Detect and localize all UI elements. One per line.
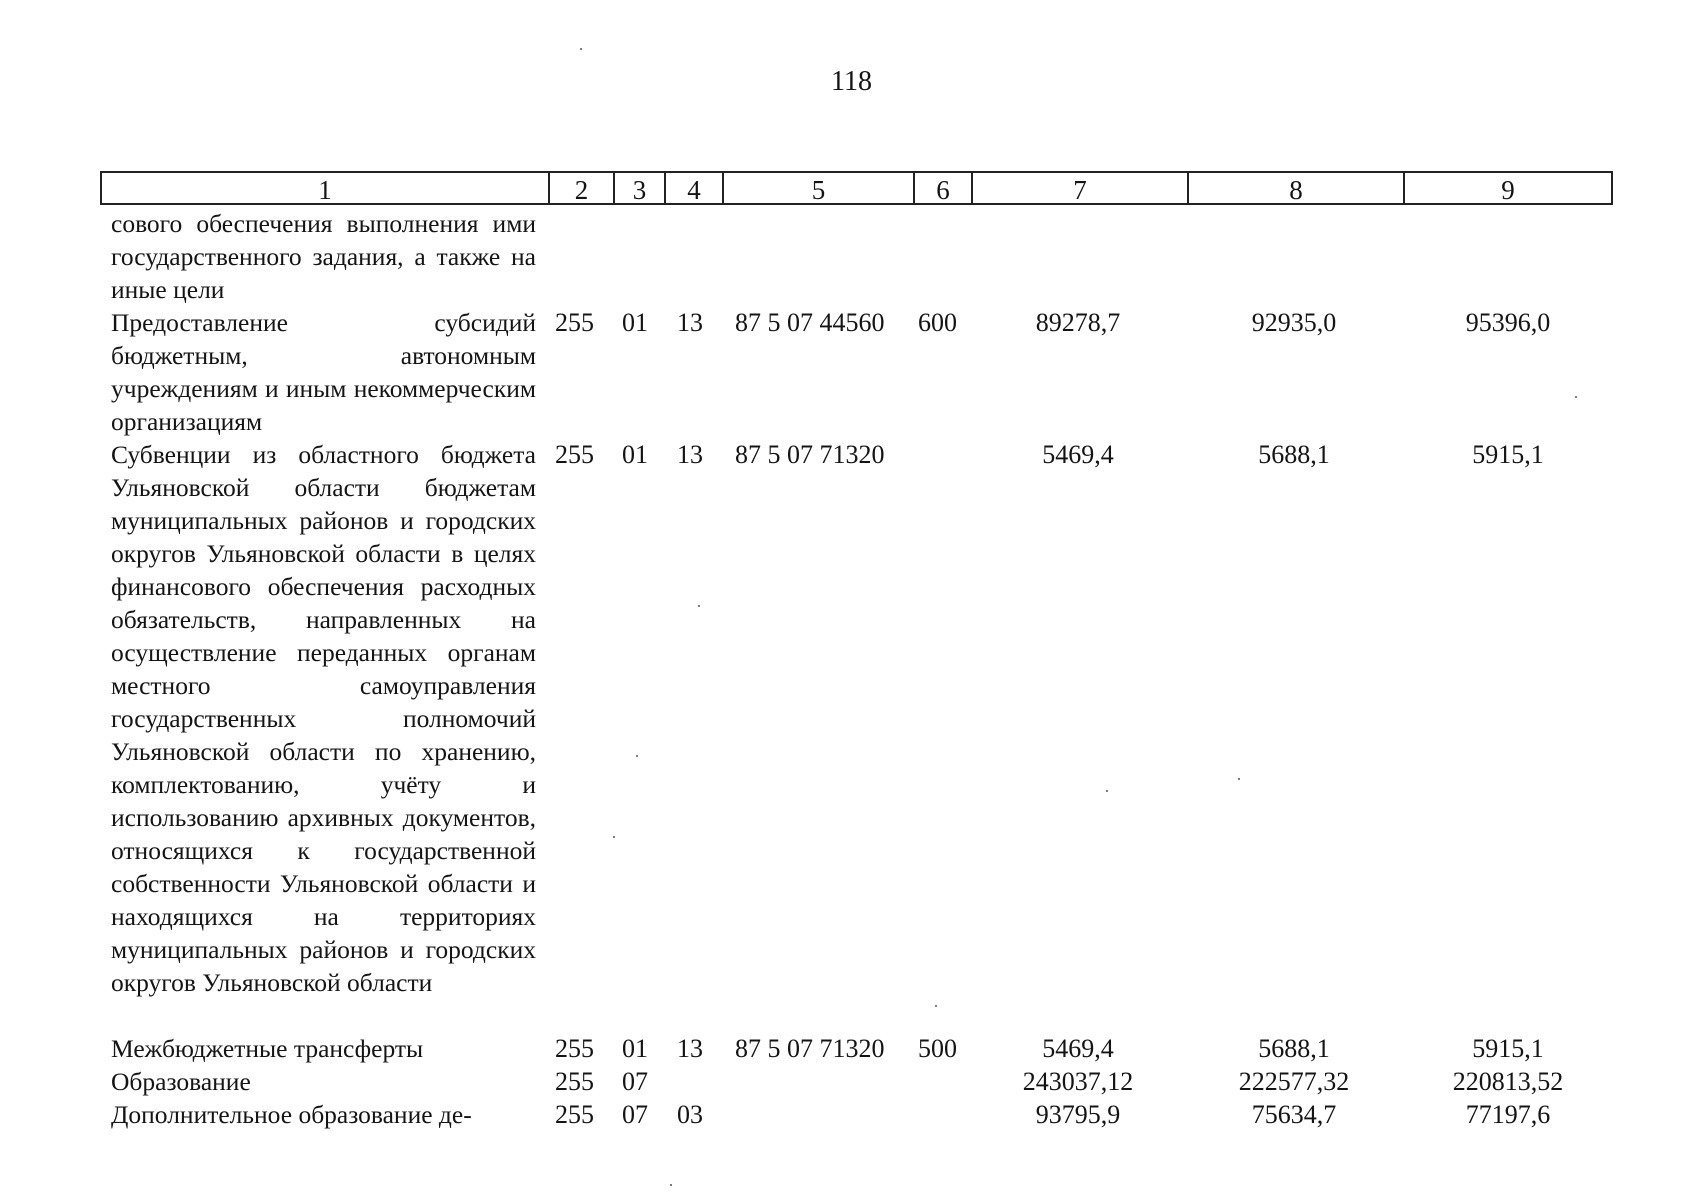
scan-speck	[580, 48, 582, 50]
cell-col-2: 255	[555, 1034, 594, 1063]
column-header-2: 2	[548, 173, 613, 203]
cell-col-2: 255	[555, 1100, 594, 1129]
cell-col-4: 13	[677, 440, 703, 469]
row-description: Дополнительное образование де-	[111, 1100, 472, 1129]
cell-col-3: 07	[622, 1100, 648, 1129]
row-description: сового обеспечения выполнения ими государственного задания, а также на иные цели	[111, 209, 536, 304]
cell-col-7: 5469,4	[1042, 440, 1114, 469]
scan-speck	[670, 1184, 672, 1186]
cell-col-3: 01	[622, 440, 648, 469]
cell-col-9: 220813,52	[1452, 1067, 1564, 1096]
column-header-6: 6	[913, 173, 971, 203]
cell-col-7: 5469,4	[1042, 1034, 1114, 1063]
cell-col-5: 87 5 07 71320	[735, 1034, 885, 1063]
row-description: Межбюджетные трансферты	[111, 1034, 424, 1063]
cell-col-4: 13	[677, 1034, 703, 1063]
cell-col-5: 87 5 07 71320	[735, 440, 885, 469]
scan-speck	[613, 836, 615, 838]
row-description: Образование	[111, 1067, 251, 1096]
column-header-5: 5	[722, 173, 913, 203]
cell-col-4: 03	[677, 1100, 703, 1129]
cell-col-9: 5915,1	[1472, 1034, 1544, 1063]
cell-col-2: 255	[555, 308, 594, 337]
table-header-row	[100, 171, 1613, 205]
scan-speck	[1575, 396, 1577, 398]
cell-col-7: 89278,7	[1035, 308, 1121, 337]
column-header-9: 9	[1403, 173, 1611, 203]
cell-col-9: 77197,6	[1465, 1100, 1551, 1129]
cell-col-5: 87 5 07 44560	[735, 308, 885, 337]
scan-speck	[636, 755, 638, 757]
cell-col-8: 222577,32	[1238, 1067, 1350, 1096]
cell-col-8: 5688,1	[1258, 1034, 1330, 1063]
cell-col-7: 243037,12	[1022, 1067, 1134, 1096]
cell-col-3: 01	[622, 308, 648, 337]
cell-col-2: 255	[555, 440, 594, 469]
column-header-4: 4	[664, 173, 722, 203]
scan-speck	[935, 1005, 937, 1007]
page-number: 118	[831, 66, 872, 97]
scan-speck	[698, 605, 700, 607]
cell-col-8: 5688,1	[1258, 440, 1330, 469]
cell-col-4: 13	[677, 308, 703, 337]
column-header-8: 8	[1187, 173, 1403, 203]
cell-col-8: 92935,0	[1251, 308, 1337, 337]
column-header-3: 3	[613, 173, 664, 203]
row-description: Субвенции из областного бюджета Ульяновской области бюджетам муниципальных районов и городских округов Ульяновской области в целях финансового обеспечения расходных обязательств, направленных на осуществление переданных органам местного самоуправления государственных полномочий Ульяновской области по хранению, комплектованию, учёту и использованию архивных документов, относящихся к государственной собственности Ульяновской области и находящихся на территориях муниципальных районов и городских округов Ульяновской области	[111, 440, 536, 997]
column-header-1: 1	[318, 175, 332, 205]
cell-col-6: 600	[918, 308, 957, 337]
scan-speck	[1106, 790, 1108, 792]
cell-col-9: 5915,1	[1472, 440, 1544, 469]
cell-col-3: 07	[622, 1067, 648, 1096]
scan-speck	[1238, 778, 1240, 780]
cell-col-7: 93795,9	[1035, 1100, 1121, 1129]
cell-col-9: 95396,0	[1465, 308, 1551, 337]
cell-col-8: 75634,7	[1251, 1100, 1337, 1129]
cell-col-2: 255	[555, 1067, 594, 1096]
cell-col-3: 01	[622, 1034, 648, 1063]
cell-col-6: 500	[918, 1034, 957, 1063]
column-header-7: 7	[971, 173, 1187, 203]
row-description: Предоставление субсидий бюджетным, автономным учреждениям и иным некоммерческим организациям	[111, 308, 536, 436]
